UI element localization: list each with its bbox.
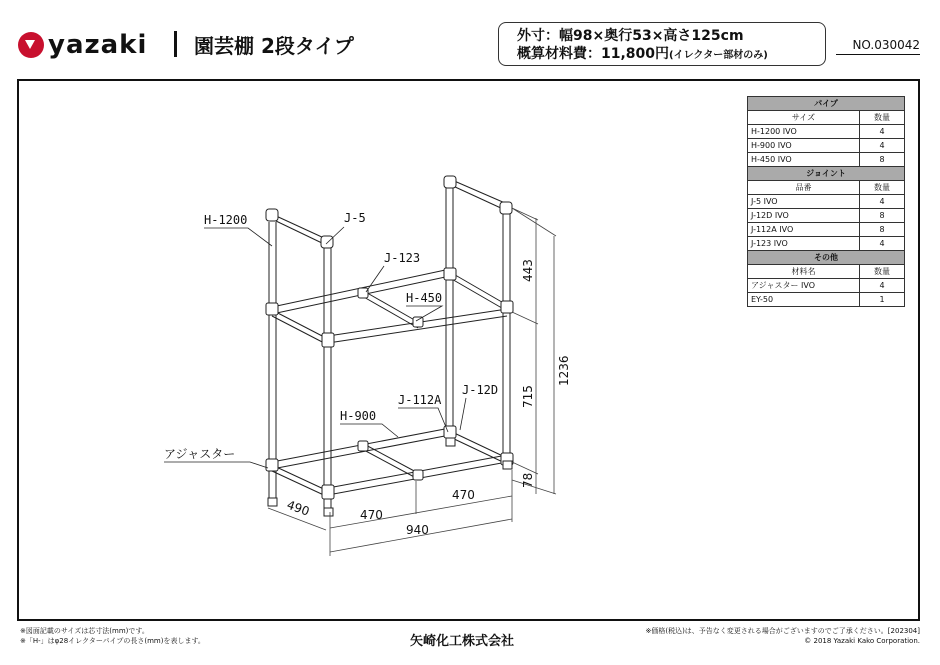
part-name-cell: J-12D IVO xyxy=(748,209,860,223)
dim-490: 490 xyxy=(284,497,312,519)
dim-78: 78 xyxy=(521,472,535,488)
post-front-left xyxy=(269,222,276,500)
dim-470-left: 470 xyxy=(360,508,383,522)
copyright: © 2018 Yazaki Kako Corporation. xyxy=(804,637,920,645)
outer-dimensions: 外寸：幅98×奥行53×高さ125cm xyxy=(517,28,744,44)
leader-h1200 xyxy=(204,228,272,246)
section-title: ジョイント xyxy=(748,167,905,181)
joint-upper-4 xyxy=(501,301,513,313)
label-h1200: H-1200 xyxy=(204,213,248,227)
quantity-cell: 8 xyxy=(860,209,905,223)
column-header: 数量 xyxy=(860,111,905,125)
part-name-cell: J-112A IVO xyxy=(748,223,860,237)
joints xyxy=(266,176,513,516)
company-name: 矢崎化工株式会社 xyxy=(410,634,515,649)
leader-adjuster xyxy=(164,462,268,468)
leader-lines xyxy=(164,227,466,468)
joint-j5-front-right xyxy=(321,236,333,248)
quantity-cell: 4 xyxy=(860,139,905,153)
joint-upper-3 xyxy=(444,268,456,280)
joint-upper-1 xyxy=(266,303,278,315)
joint-lower-1 xyxy=(266,459,278,471)
part-name-cell: H-900 IVO xyxy=(748,139,860,153)
note-price: ※価格(税込)は、予告なく変更される場合がございますのでご了承ください。[202304] xyxy=(645,627,920,635)
post-back-left xyxy=(446,186,453,440)
section-title: パイプ xyxy=(748,97,905,111)
lower-rail-side-left xyxy=(272,465,328,497)
column-header: 材料名 xyxy=(748,265,860,279)
label-j123: J-123 xyxy=(384,251,421,265)
column-header: 数量 xyxy=(860,181,905,195)
dim-1236: 1236 xyxy=(557,355,571,386)
quantity-cell: 8 xyxy=(860,153,905,167)
label-j12d: J-12D xyxy=(462,383,499,397)
quantity-cell: 4 xyxy=(860,195,905,209)
part-name-cell: J-5 IVO xyxy=(748,195,860,209)
quantity-cell: 4 xyxy=(860,237,905,251)
dim-715: 715 xyxy=(521,385,535,408)
quantity-cell: 4 xyxy=(860,125,905,139)
section-title: その他 xyxy=(748,251,905,265)
adjuster-foot-3 xyxy=(446,438,455,446)
joint-lower-5 xyxy=(358,441,368,451)
top-rail-back xyxy=(452,180,505,209)
part-name-cell: EY-50 xyxy=(748,293,860,307)
label-j112a: J-112A xyxy=(398,393,442,407)
extension-lines-right xyxy=(512,208,556,494)
joint-lower-2 xyxy=(322,485,334,499)
footer-notes-right xyxy=(620,626,920,646)
note-size: ※図面記載のサイズは芯寸法(mm)です。 xyxy=(20,627,149,635)
lower-rail-side-right xyxy=(450,431,507,464)
dim-443: 443 xyxy=(521,259,535,282)
page-title: 園芸棚 2段タイプ xyxy=(194,34,354,58)
adjuster-foot-4 xyxy=(503,461,512,469)
joint-j5-back xyxy=(444,176,456,188)
label-h450: H-450 xyxy=(406,291,443,305)
joint-lower-3 xyxy=(444,426,456,438)
joint-upper-5 xyxy=(358,288,368,298)
quantity-cell: 8 xyxy=(860,223,905,237)
part-name-cell: アジャスター IVO xyxy=(748,279,860,293)
joint-upper-2 xyxy=(322,333,334,347)
post-front-right xyxy=(324,244,331,510)
note-pipe: ※「H-」はφ28イレクターパイプの長さ(mm)を表します。 xyxy=(20,637,205,645)
post-back-right xyxy=(503,210,510,462)
brand-name: yazaki xyxy=(48,30,148,60)
adjuster-foot-1 xyxy=(268,498,277,506)
leader-j123 xyxy=(366,266,384,292)
part-name-cell: J-123 IVO xyxy=(748,237,860,251)
leader-j112a xyxy=(398,408,448,432)
leader-j12d xyxy=(460,398,466,430)
quantity-cell: 4 xyxy=(860,279,905,293)
top-rail-front xyxy=(274,215,324,244)
upper-rail-side-right xyxy=(450,272,507,311)
joint-j5-back-right xyxy=(500,202,512,214)
lower-crossbar xyxy=(362,443,418,479)
material-cost-note: (イレクター部材のみ) xyxy=(669,50,768,61)
part-name-cell: H-450 IVO xyxy=(748,153,860,167)
quantity-cell: 1 xyxy=(860,293,905,307)
leader-h900 xyxy=(340,424,398,437)
joint-upper-6 xyxy=(413,317,423,327)
column-header: サイズ xyxy=(748,111,860,125)
joint-lower-6 xyxy=(413,470,423,480)
adjuster-foot-2 xyxy=(324,508,333,516)
dim-940: 940 xyxy=(406,523,429,537)
material-cost-value: 概算材料費：11,800円 xyxy=(517,46,670,62)
label-adjuster: アジャスター xyxy=(164,447,236,461)
footer-notes-left xyxy=(20,626,205,646)
joint-j5-front xyxy=(266,209,278,221)
column-header: 品番 xyxy=(748,181,860,195)
document-number: NO.030042 xyxy=(836,38,920,55)
column-header: 数量 xyxy=(860,265,905,279)
label-j5: J-5 xyxy=(344,211,366,225)
part-name-cell: H-1200 IVO xyxy=(748,125,860,139)
label-h900: H-900 xyxy=(340,409,377,423)
shelf-frame xyxy=(269,180,510,510)
upper-rail-side-left xyxy=(272,310,328,345)
dim-470-right: 470 xyxy=(452,488,475,502)
